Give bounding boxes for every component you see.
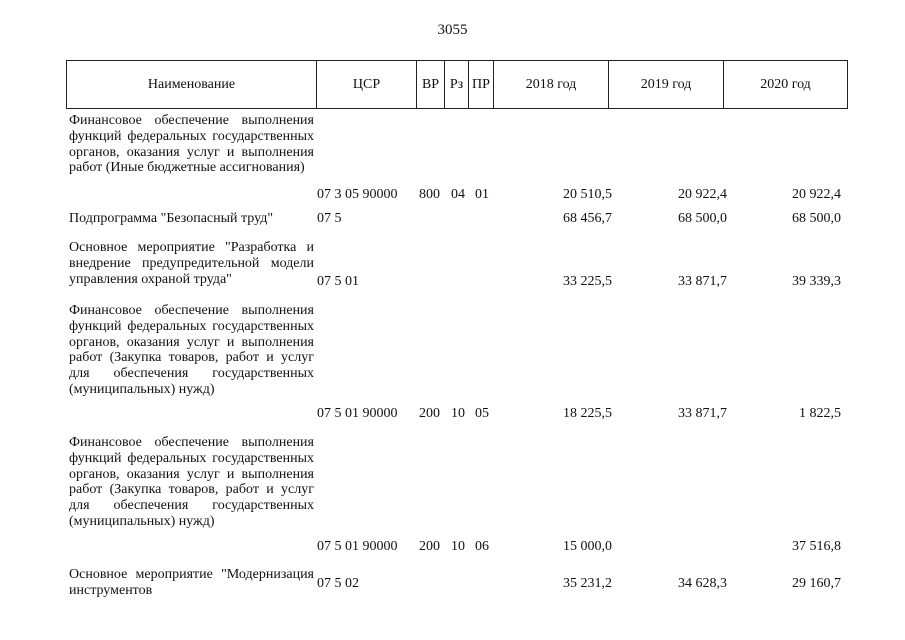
row-2018: 68 456,7 xyxy=(563,211,612,226)
row-vr: 200 xyxy=(419,539,440,554)
budget-table-header xyxy=(66,60,848,109)
row-2018: 20 510,5 xyxy=(563,187,612,202)
header-rz: Рз xyxy=(445,61,469,109)
row-vr: 200 xyxy=(419,406,440,421)
row-name: Финансовое обеспечение выполнения функций федеральных государственных органов, оказания услуг и выполнения работ (Закупка товаров, работ и услуг для обеспечения государственных (муниципальных) нужд) xyxy=(69,435,314,529)
row-2020: 37 516,8 xyxy=(792,539,841,554)
row-csr: 07 3 05 90000 xyxy=(317,187,398,202)
row-csr: 07 5 01 90000 xyxy=(317,406,398,421)
row-2019: 20 922,4 xyxy=(678,187,727,202)
header-vr: ВР xyxy=(417,61,445,109)
header-2020: 2020 год xyxy=(724,61,848,109)
row-2019: 68 500,0 xyxy=(678,211,727,226)
header-2018: 2018 год xyxy=(494,61,609,109)
row-name: Финансовое обеспечение выполнения функций федеральных государственных органов, оказания услуг и выполнения работ (Иные бюджетные ассигнования) xyxy=(69,113,314,176)
row-rz: 10 xyxy=(451,406,465,421)
row-2019: 33 871,7 xyxy=(678,406,727,421)
row-name: Основное мероприятие "Модернизация инструментов xyxy=(69,567,314,598)
row-name: Подпрограмма "Безопасный труд" xyxy=(69,211,274,226)
row-2018: 35 231,2 xyxy=(563,576,612,591)
row-csr: 07 5 02 xyxy=(317,576,359,591)
row-rz: 04 xyxy=(451,187,465,202)
page-number: 3055 xyxy=(437,22,468,38)
row-2020: 20 922,4 xyxy=(792,187,841,202)
row-2019: 34 628,3 xyxy=(678,576,727,591)
header-name: Наименование xyxy=(67,61,317,109)
row-2019: 33 871,7 xyxy=(678,274,727,289)
row-rz: 10 xyxy=(451,539,465,554)
header-pr: ПР xyxy=(469,61,494,109)
row-pr: 06 xyxy=(475,539,489,554)
row-2018: 33 225,5 xyxy=(563,274,612,289)
row-name: Основное мероприятие "Разработка и внедрение предупредительной модели управления охраной труда" xyxy=(69,240,314,287)
row-name: Финансовое обеспечение выполнения функций федеральных государственных органов, оказания услуг и выполнения работ (Закупка товаров, работ и услуг для обеспечения государственных (муниципальных) нужд) xyxy=(69,303,314,397)
header-2019: 2019 год xyxy=(609,61,724,109)
row-pr: 05 xyxy=(475,406,489,421)
header-csr: ЦСР xyxy=(317,61,417,109)
row-2020: 1 822,5 xyxy=(799,406,841,421)
header-row xyxy=(67,61,848,109)
row-csr: 07 5 01 90000 xyxy=(317,539,398,554)
row-2020: 68 500,0 xyxy=(792,211,841,226)
row-2020: 29 160,7 xyxy=(792,576,841,591)
row-2020: 39 339,3 xyxy=(792,274,841,289)
row-csr: 07 5 01 xyxy=(317,274,359,289)
row-vr: 800 xyxy=(419,187,440,202)
row-csr: 07 5 xyxy=(317,211,342,226)
row-2018: 15 000,0 xyxy=(563,539,612,554)
row-pr: 01 xyxy=(475,187,489,202)
row-2018: 18 225,5 xyxy=(563,406,612,421)
